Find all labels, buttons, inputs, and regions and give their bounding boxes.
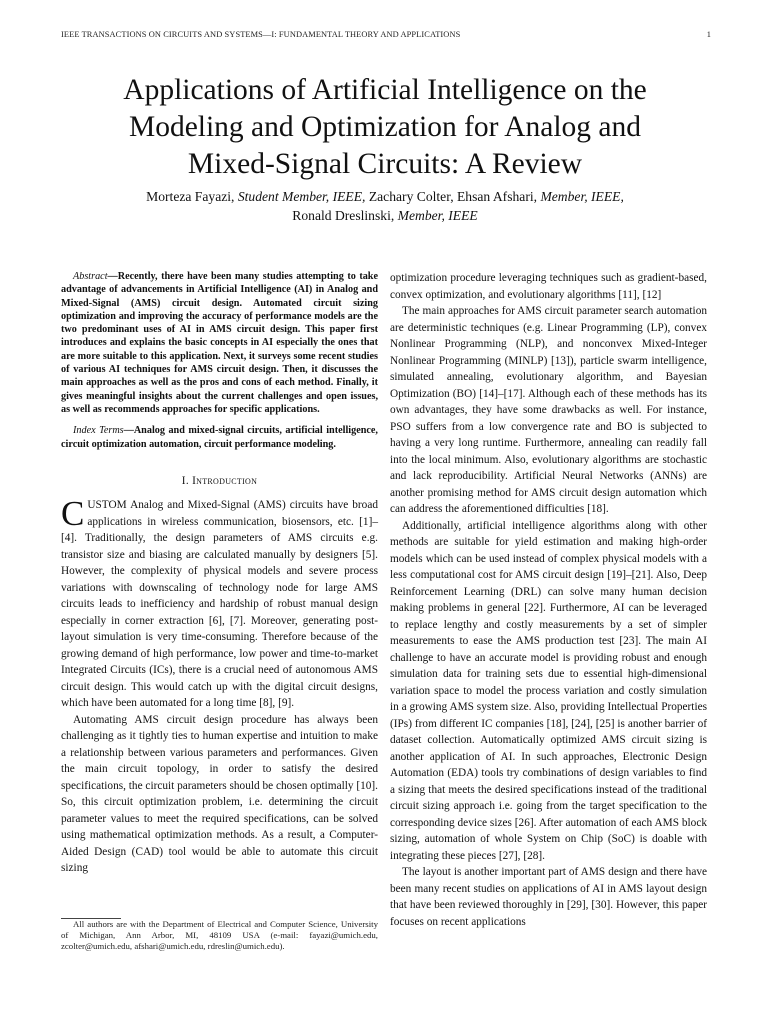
body-paragraph: The main approaches for AMS circuit parameter search automation are deterministic techniques (e.g. Linear Programming (LP), convex Nonlinear Programming (NLP), and nonconvex Mixed-Integer Nonlinear Programming (MINLP) [13]), particle swarm intelligence, simulated annealing, evolutionary algorithm, and Bayesian Optimization (BO) [14]–[17]. Although each of these methods has its own advantages, they have some drawbacks as well. For instance, PSO suffers from a low convergence rate and BO is subjected to having a very long runtime. Furthermore, annealing can readily fall into the local minimum. Also, evolutionary algorithms are stochastic and lack reproducibility. Artificial Neural Networks (ANNs) are another promising method for AMS circuit design automation which can address the aforementioned difficulties [18]. <box>390 305 707 515</box>
author-name: Morteza Fayazi, <box>146 189 238 204</box>
abstract-label: Abstract <box>73 271 108 282</box>
body-paragraph: optimization procedure leveraging techniques such as gradient-based, convex optimization, and evolutionary algorithms [11], [12] <box>390 272 707 301</box>
author-list <box>60 187 710 225</box>
author-name: Ronald Dreslinski, <box>292 208 398 223</box>
author-membership: Student Member, IEEE, <box>237 189 366 204</box>
journal-name: IEEE TRANSACTIONS ON CIRCUITS AND SYSTEMS—I: FUNDAMENTAL THEORY AND APPLICATIONS <box>61 30 461 39</box>
index-terms <box>61 424 378 451</box>
paper-title <box>60 72 710 183</box>
footnote-text: All authors are with the Department of Electrical and Computer Science, University of Michigan, Ann Arbor, MI, 48109 USA (e-mail: fayazi@umich.edu, zcolter@umich.edu, afshari@umich.edu, rdreslin@umich.edu). <box>61 919 378 952</box>
title-line: Mixed-Signal Circuits: A Review <box>187 148 583 180</box>
body-paragraph: Additionally, artificial intelligence algorithms along with other methods are suitable for yield estimation and making high-order models which can be used instead of complex physical models with a less computational cost for AMS circuit design [19]–[21]. Also, Deep Reinforcement Learning (DRL) can solve many human decision making problems in general [22]. Furthermore, AI can be leveraged to replace lengthy and costly measurements by a set of simpler measurements to ease the AMS production test [23]. The main AI challenge to have an accurate model is providing robust and enough simulation data for training sets due to essential high-dimensional variation space to model the process variation and costly simulation in a growing AMS system size. Also, providing Intellectual Properties (IPs) from different IC companies [18], [24], [25] is another barrier of dataset collection. Automatically optimized AMS circuit sizing is another application of AI. In such approaches, Electronic Design Automation (EDA) tools try combinations of design variables to find a sizing that meets the desired specifications instead of the traditional circuit sizing approach i.e. going from the target specification to the corresponding device sizes [26]. After automation of each AMS block sizing, automation of whole System on Chip (SoC) is doable with integrating these pieces [27], [28]. <box>390 519 707 862</box>
running-header <box>61 30 711 39</box>
index-terms-label: Index Terms <box>73 425 124 437</box>
section-title: Introduction <box>192 474 258 487</box>
index-terms-text: —Analog and mixed-signal circuits, artificial intelligence, circuit optimization automation, circuit performance modeling. <box>61 425 378 450</box>
abstract <box>61 270 378 416</box>
title-line: Applications of Artificial Intelligence on the <box>123 74 647 106</box>
author-membership: Member, IEEE, <box>540 189 624 204</box>
author-membership: Member, IEEE <box>397 208 478 223</box>
intro-paragraph-text: USTOM Analog and Mixed-Signal (AMS) circuits have broad applications in wireless communication, biosensors, etc. [1]–[4]. Traditionally, the design parameters of AMS circuits e.g. transistor size and biasing are calculated manually by designers [5]. However, the complexity of physical models and severe process variations with downscaling of technology node for large AMS circuits leads to inefficiency and hardship of robust manual design especially in corner extraction [6], [7]. Moreover, generating post-layout simulation is very time-consuming. Therefore because of the growing demand of high performance, low power and time-to-market Integrated Circuits (ICs), there is a crucial need of autonomous AMS circuit design. This would catch up with the digital circuit designs, which have been automated for a long time [8], [9]. <box>61 499 378 710</box>
title-line: Modeling and Optimization for Analog and <box>128 111 642 143</box>
section-number: I. <box>181 474 193 487</box>
page-number: 1 <box>706 30 711 39</box>
intro-paragraph <box>61 494 378 712</box>
footnote <box>61 918 378 953</box>
intro-paragraph: Automating AMS circuit design procedure has always been challenging as it tightly ties to human expertise and intuition to make a relationship between various parameters and performances. Given the main circuit topology, in order to satisfy the desired specifications, the circuit parameters should be chosen optimally [10]. So, this circuit optimization problem, i.e. determining the circuit parameter values to meet the required specifications, can be solved using mathematical optimization methods. As a result, a Computer-Aided Design (CAD) tool would be able to automate this circuit sizing <box>61 713 378 875</box>
author-name: Zachary Colter, Ehsan Afshari, <box>365 189 541 204</box>
right-column <box>390 270 707 930</box>
left-column <box>61 270 378 877</box>
section-heading <box>61 473 378 490</box>
drop-cap: C <box>61 494 85 534</box>
body-paragraph: The layout is another important part of AMS design and there have been many recent studies on applications of AI in AMS layout design that have been reviewed thoroughly in [29], [30]. However, this paper focuses on recent applications <box>390 866 707 928</box>
abstract-text: —Recently, there have been many studies attempting to take advantage of advancements in Artificial Intelligence (AI) in Analog and Mixed-Signal (AMS) circuit design. Automated circuit sizing optimization and improving the accuracy of performance models are the two predominant uses of AI in AMS circuit design. This paper first introduces and explains the basic concepts in AI especially the ones that are more suitable to this application. Next, it surveys some recent studies of various AI techniques for AMS circuit design. Then, it discusses the main approaches as well as the pros and cons of each method. Finally, it gives meaningful insights about the current challenges and open issues, as well as recommends approaches for specific applications. <box>61 271 378 415</box>
